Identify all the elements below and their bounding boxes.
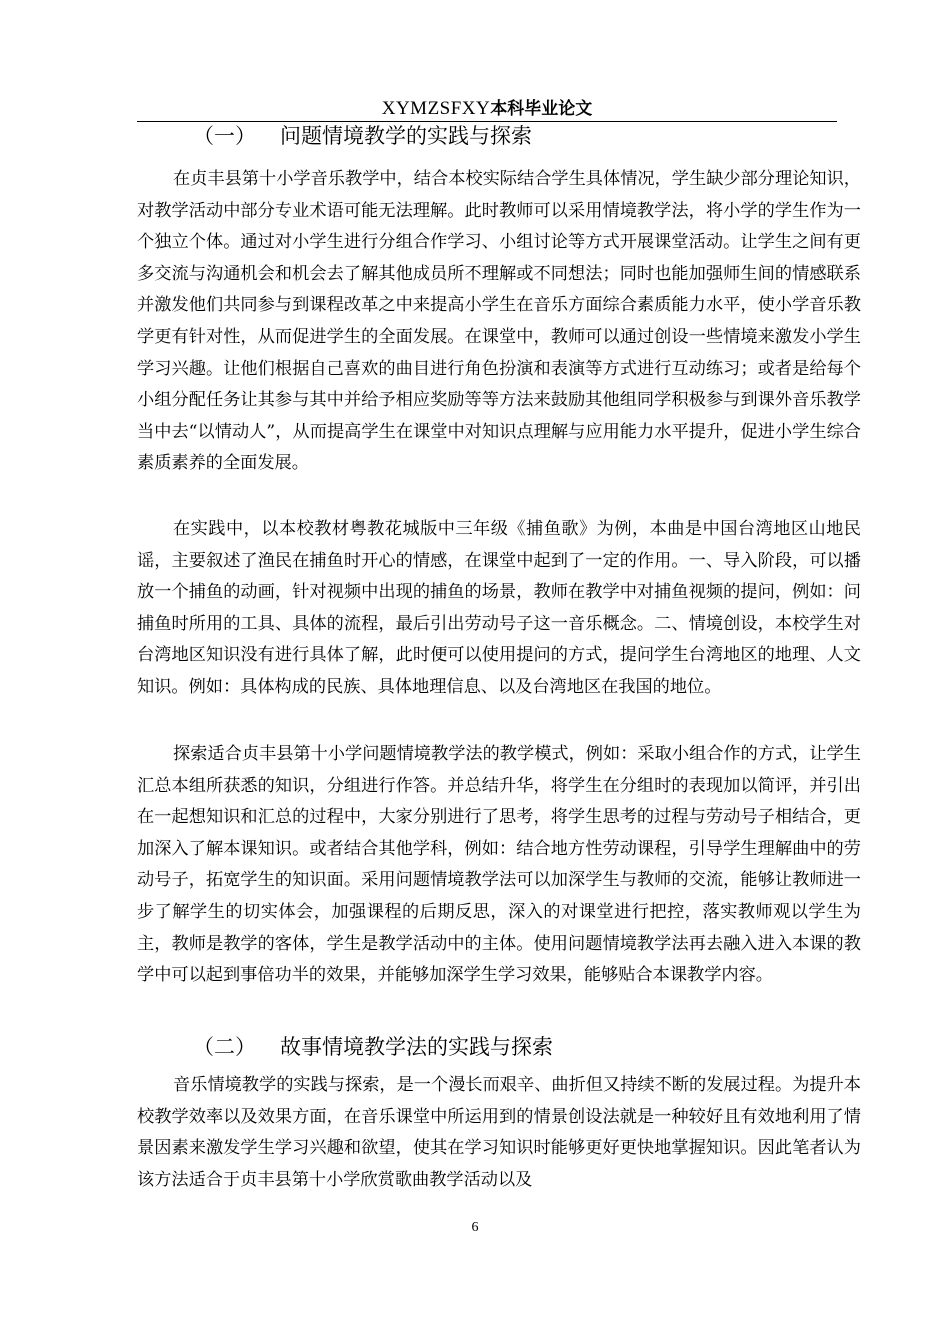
section-title: 问题情境教学的实践与探索 — [280, 124, 532, 148]
section-title: 故事情境教学法的实践与探索 — [280, 1035, 553, 1059]
page-header — [137, 94, 837, 122]
paragraph: 音乐情境教学的实践与探索，是一个漫长而艰辛、曲折但又持续不断的发展过程。为提升本校教学效率以及效果方面，在音乐课堂中所运用到的情景创设法就是一种较好且有效地利用了情景因素来激发学生学习兴趣和欲望，使其在学习知识时能够更好更快地掌握知识。因此笔者认为该方法适合于贞丰县第十小学欣赏歌曲教学活动以及 — [137, 1075, 861, 1190]
paragraph: 在实践中，以本校教材粤教花城版中三年级《捕鱼歌》为例，本曲是中国台湾地区山地民谣，主要叙述了渔民在捕鱼时开心的情感，在课堂中起到了一定的作用。一、导入阶段，可以播放一个捕鱼的动画，针对视频中出现的捕鱼的场景，教师在教学中对捕鱼视频的提问，例如：问捕鱼时所用的工具、具体的流程，最后引出劳动号子这一音乐概念。二、情境创设，本校学生对台湾地区知识没有进行具体了解，此时便可以使用提问的方式，提问学生台湾地区的地理、人文知识。例如：具体构成的民族、具体地理信息、以及台湾地区在我国的地位。 — [137, 519, 861, 697]
section-heading-1 — [137, 121, 532, 151]
paragraph: 探索适合贞丰县第十小学问题情境教学法的教学模式，例如：采取小组合作的方式，让学生汇总本组所获悉的知识，分组进行作答。并总结升华，将学生在分组时的表现加以简评，并引出在一起想知识和汇总的过程中，大家分别进行了思考，将学生思考的过程与劳动号子相结合，更加深入了解本课知识。或者结合其他学科，例如：结合地方性劳动课程，引导学生理解曲中的劳动号子，拓宽学生的知识面。采用问题情境教学法可以加深学生与教师的交流，能够让教师进一步了解学生的切实体会，加强课程的后期反思，深入的对课堂进行把控，落实教师观以学生为主，教师是教学的客体，学生是教学活动中的主体。使用问题情境教学法再去融入进入本课的教学中可以起到事倍功半的效果，并能够加深学生学习效果，能够贴合本课教学内容。 — [137, 744, 861, 986]
section-number: （一） — [193, 124, 256, 148]
section-heading-2 — [137, 1032, 553, 1062]
paragraph: 在贞丰县第十小学音乐教学中，结合本校实际结合学生具体情况，学生缺少部分理论知识，对教学活动中部分专业术语可能无法理解。此时教师可以采用情境教学法，将小学的学生作为一个独立个体。通过对小学生进行分组合作学习、小组讨论等方式开展课堂活动。让学生之间有更多交流与沟通机会和机会去了解其他成员所不理解或不同想法；同时也能加强师生间的情感联系并激发他们共同参与到课程改革之中来提高小学生在音乐方面综合素质能力水平，使小学音乐教学更有针对性，从而促进学生的全面发展。在课堂中，教师可以通过创设一些情境来激发小学生学习兴趣。让他们根据自己喜欢的曲目进行角色扮演和表演等方式进行互动练习；或者是给每个小组分配任务让其参与其中并给予相应奖励等等方法来鼓励其他组同学积极参与到课外音乐教学当中去“以情动人”，从而提高学生在课堂中对知识点理解与应用能力水平提升，促进小学生综合素质素养的全面发展。 — [137, 169, 861, 474]
page-number: 6 — [471, 1220, 479, 1235]
section-number: （二） — [193, 1035, 256, 1059]
header-title: 本科毕业论文 — [490, 99, 593, 119]
header-code: XYMZSFXY — [381, 98, 491, 119]
